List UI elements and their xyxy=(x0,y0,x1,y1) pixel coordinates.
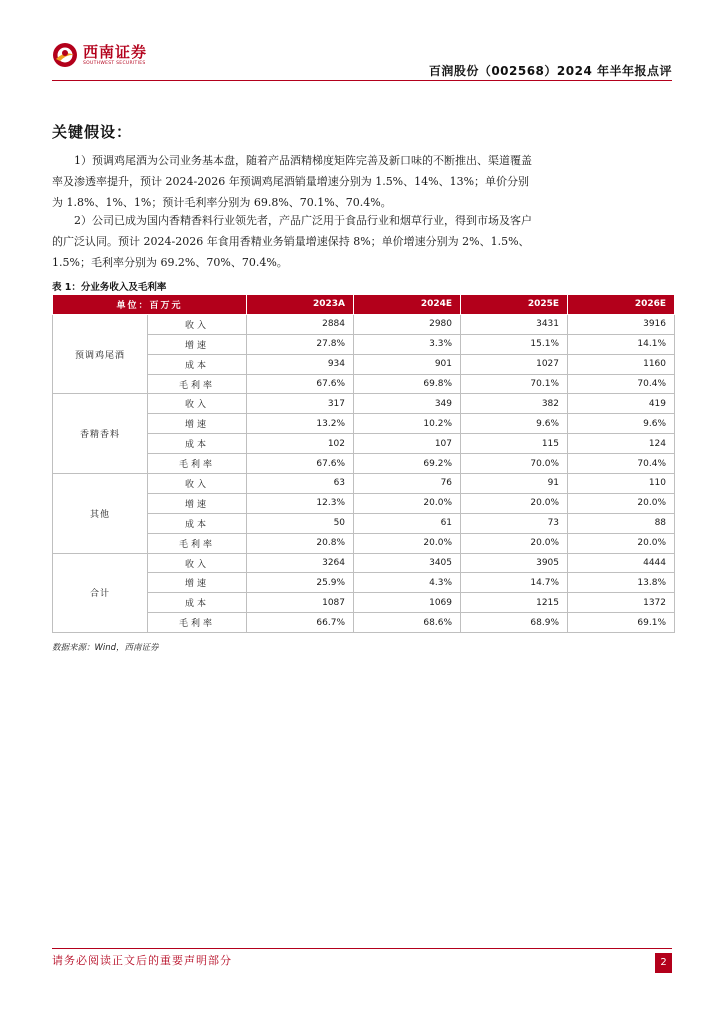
table-caption: 表 1：分业务收入及毛利率 xyxy=(52,282,167,293)
value-cell: 317 xyxy=(247,394,354,414)
metric-label: 增速 xyxy=(148,493,247,513)
metric-label: 毛利率 xyxy=(148,454,247,474)
segment-name: 预调鸡尾酒 xyxy=(53,314,148,394)
metric-label: 成本 xyxy=(148,513,247,533)
value-cell: 3431 xyxy=(461,314,568,334)
value-cell: 20.0% xyxy=(461,533,568,553)
value-cell: 61 xyxy=(354,513,461,533)
table-row xyxy=(53,474,675,494)
value-cell: 9.6% xyxy=(461,414,568,434)
value-cell: 66.7% xyxy=(247,613,354,633)
table-row xyxy=(53,553,675,573)
value-cell: 3.3% xyxy=(354,334,461,354)
value-cell: 382 xyxy=(461,394,568,414)
metric-label: 毛利率 xyxy=(148,613,247,633)
year-header: 2024E xyxy=(354,295,461,315)
logo-icon xyxy=(52,42,78,68)
value-cell: 63 xyxy=(247,474,354,494)
paragraph-cocktail: 1）预调鸡尾酒为公司业务基本盘，随着产品酒精梯度矩阵完善及新口味的不断推出、渠道覆盖率及渗透率提升，预计 2024-2026 年预调鸡尾酒销量增速分别为 1.5%、14%、13%；单价分别为 1.8%、1%、1%；预计毛利率分别为 69.8%、70.1%、70.4%。 xyxy=(52,154,532,209)
page-number: 2 xyxy=(655,953,672,973)
value-cell: 27.8% xyxy=(247,334,354,354)
value-cell: 4.3% xyxy=(354,573,461,593)
value-cell: 13.8% xyxy=(568,573,675,593)
business-revenue-table xyxy=(52,294,675,633)
value-cell: 9.6% xyxy=(568,414,675,434)
table-header-row xyxy=(53,295,675,315)
value-cell: 934 xyxy=(247,354,354,374)
value-cell: 1372 xyxy=(568,593,675,613)
value-cell: 67.6% xyxy=(247,374,354,394)
value-cell: 901 xyxy=(354,354,461,374)
metric-label: 成本 xyxy=(148,354,247,374)
value-cell: 88 xyxy=(568,513,675,533)
value-cell: 12.3% xyxy=(247,493,354,513)
metric-label: 增速 xyxy=(148,573,247,593)
footer-divider xyxy=(52,948,672,949)
value-cell: 70.1% xyxy=(461,374,568,394)
metric-label: 增速 xyxy=(148,414,247,434)
value-cell: 68.9% xyxy=(461,613,568,633)
value-cell: 14.1% xyxy=(568,334,675,354)
value-cell: 67.6% xyxy=(247,454,354,474)
segment-name: 合计 xyxy=(53,553,148,633)
value-cell: 124 xyxy=(568,434,675,454)
value-cell: 1027 xyxy=(461,354,568,374)
value-cell: 2980 xyxy=(354,314,461,334)
value-cell: 1215 xyxy=(461,593,568,613)
table-row xyxy=(53,394,675,414)
metric-label: 成本 xyxy=(148,434,247,454)
segment-name: 香精香料 xyxy=(53,394,148,474)
metric-label: 收入 xyxy=(148,394,247,414)
value-cell: 3405 xyxy=(354,553,461,573)
value-cell: 13.2% xyxy=(247,414,354,434)
metric-label: 增速 xyxy=(148,334,247,354)
metric-label: 毛利率 xyxy=(148,374,247,394)
company-logo xyxy=(52,42,147,68)
value-cell: 20.0% xyxy=(354,533,461,553)
value-cell: 70.4% xyxy=(568,454,675,474)
value-cell: 10.2% xyxy=(354,414,461,434)
data-source: 数据来源：Wind，西南证券 xyxy=(52,643,159,653)
footer-disclaimer: 请务必阅读正文后的重要声明部分 xyxy=(52,954,232,967)
value-cell: 1160 xyxy=(568,354,675,374)
value-cell: 102 xyxy=(247,434,354,454)
logo-chinese-name: 西南证券 xyxy=(83,42,148,61)
year-header: 2023A xyxy=(247,295,354,315)
value-cell: 20.0% xyxy=(354,493,461,513)
value-cell: 25.9% xyxy=(247,573,354,593)
metric-label: 成本 xyxy=(148,593,247,613)
value-cell: 110 xyxy=(568,474,675,494)
value-cell: 115 xyxy=(461,434,568,454)
value-cell: 69.8% xyxy=(354,374,461,394)
value-cell: 3905 xyxy=(461,553,568,573)
value-cell: 69.1% xyxy=(568,613,675,633)
metric-label: 毛利率 xyxy=(148,533,247,553)
year-header: 2026E xyxy=(568,295,675,315)
value-cell: 1069 xyxy=(354,593,461,613)
value-cell: 1087 xyxy=(247,593,354,613)
report-title: 百润股份（002568）2024 年半年报点评 xyxy=(428,64,672,78)
segment-name: 其他 xyxy=(53,474,148,554)
page-header xyxy=(52,40,672,84)
value-cell: 349 xyxy=(354,394,461,414)
value-cell: 3916 xyxy=(568,314,675,334)
value-cell: 76 xyxy=(354,474,461,494)
value-cell: 20.8% xyxy=(247,533,354,553)
logo-english-name: SOUTHWEST SECURITIES xyxy=(83,60,146,66)
paragraph-flavor: 2）公司已成为国内香精香料行业领先者，产品广泛用于食品行业和烟草行业，得到市场及客户的广泛认同。预计 2024-2026 年食用香精业务销量增速保持 8%；单价增速分别为 2%、1.5%、1.5%；毛利率分别为 69.2%、70%、70.4%。 xyxy=(52,214,532,269)
value-cell: 107 xyxy=(354,434,461,454)
value-cell: 3264 xyxy=(247,553,354,573)
value-cell: 2884 xyxy=(247,314,354,334)
value-cell: 69.2% xyxy=(354,454,461,474)
value-cell: 419 xyxy=(568,394,675,414)
table-row xyxy=(53,314,675,334)
metric-label: 收入 xyxy=(148,314,247,334)
section-title: 关键假设： xyxy=(52,123,133,141)
value-cell: 20.0% xyxy=(461,493,568,513)
metric-label: 收入 xyxy=(148,553,247,573)
value-cell: 70.0% xyxy=(461,454,568,474)
metric-label: 收入 xyxy=(148,474,247,494)
value-cell: 91 xyxy=(461,474,568,494)
value-cell: 4444 xyxy=(568,553,675,573)
value-cell: 20.0% xyxy=(568,533,675,553)
value-cell: 70.4% xyxy=(568,374,675,394)
unit-header: 单位：百万元 xyxy=(53,295,247,315)
value-cell: 68.6% xyxy=(354,613,461,633)
year-header: 2025E xyxy=(461,295,568,315)
value-cell: 20.0% xyxy=(568,493,675,513)
value-cell: 73 xyxy=(461,513,568,533)
value-cell: 14.7% xyxy=(461,573,568,593)
value-cell: 50 xyxy=(247,513,354,533)
header-divider xyxy=(52,80,672,81)
value-cell: 15.1% xyxy=(461,334,568,354)
